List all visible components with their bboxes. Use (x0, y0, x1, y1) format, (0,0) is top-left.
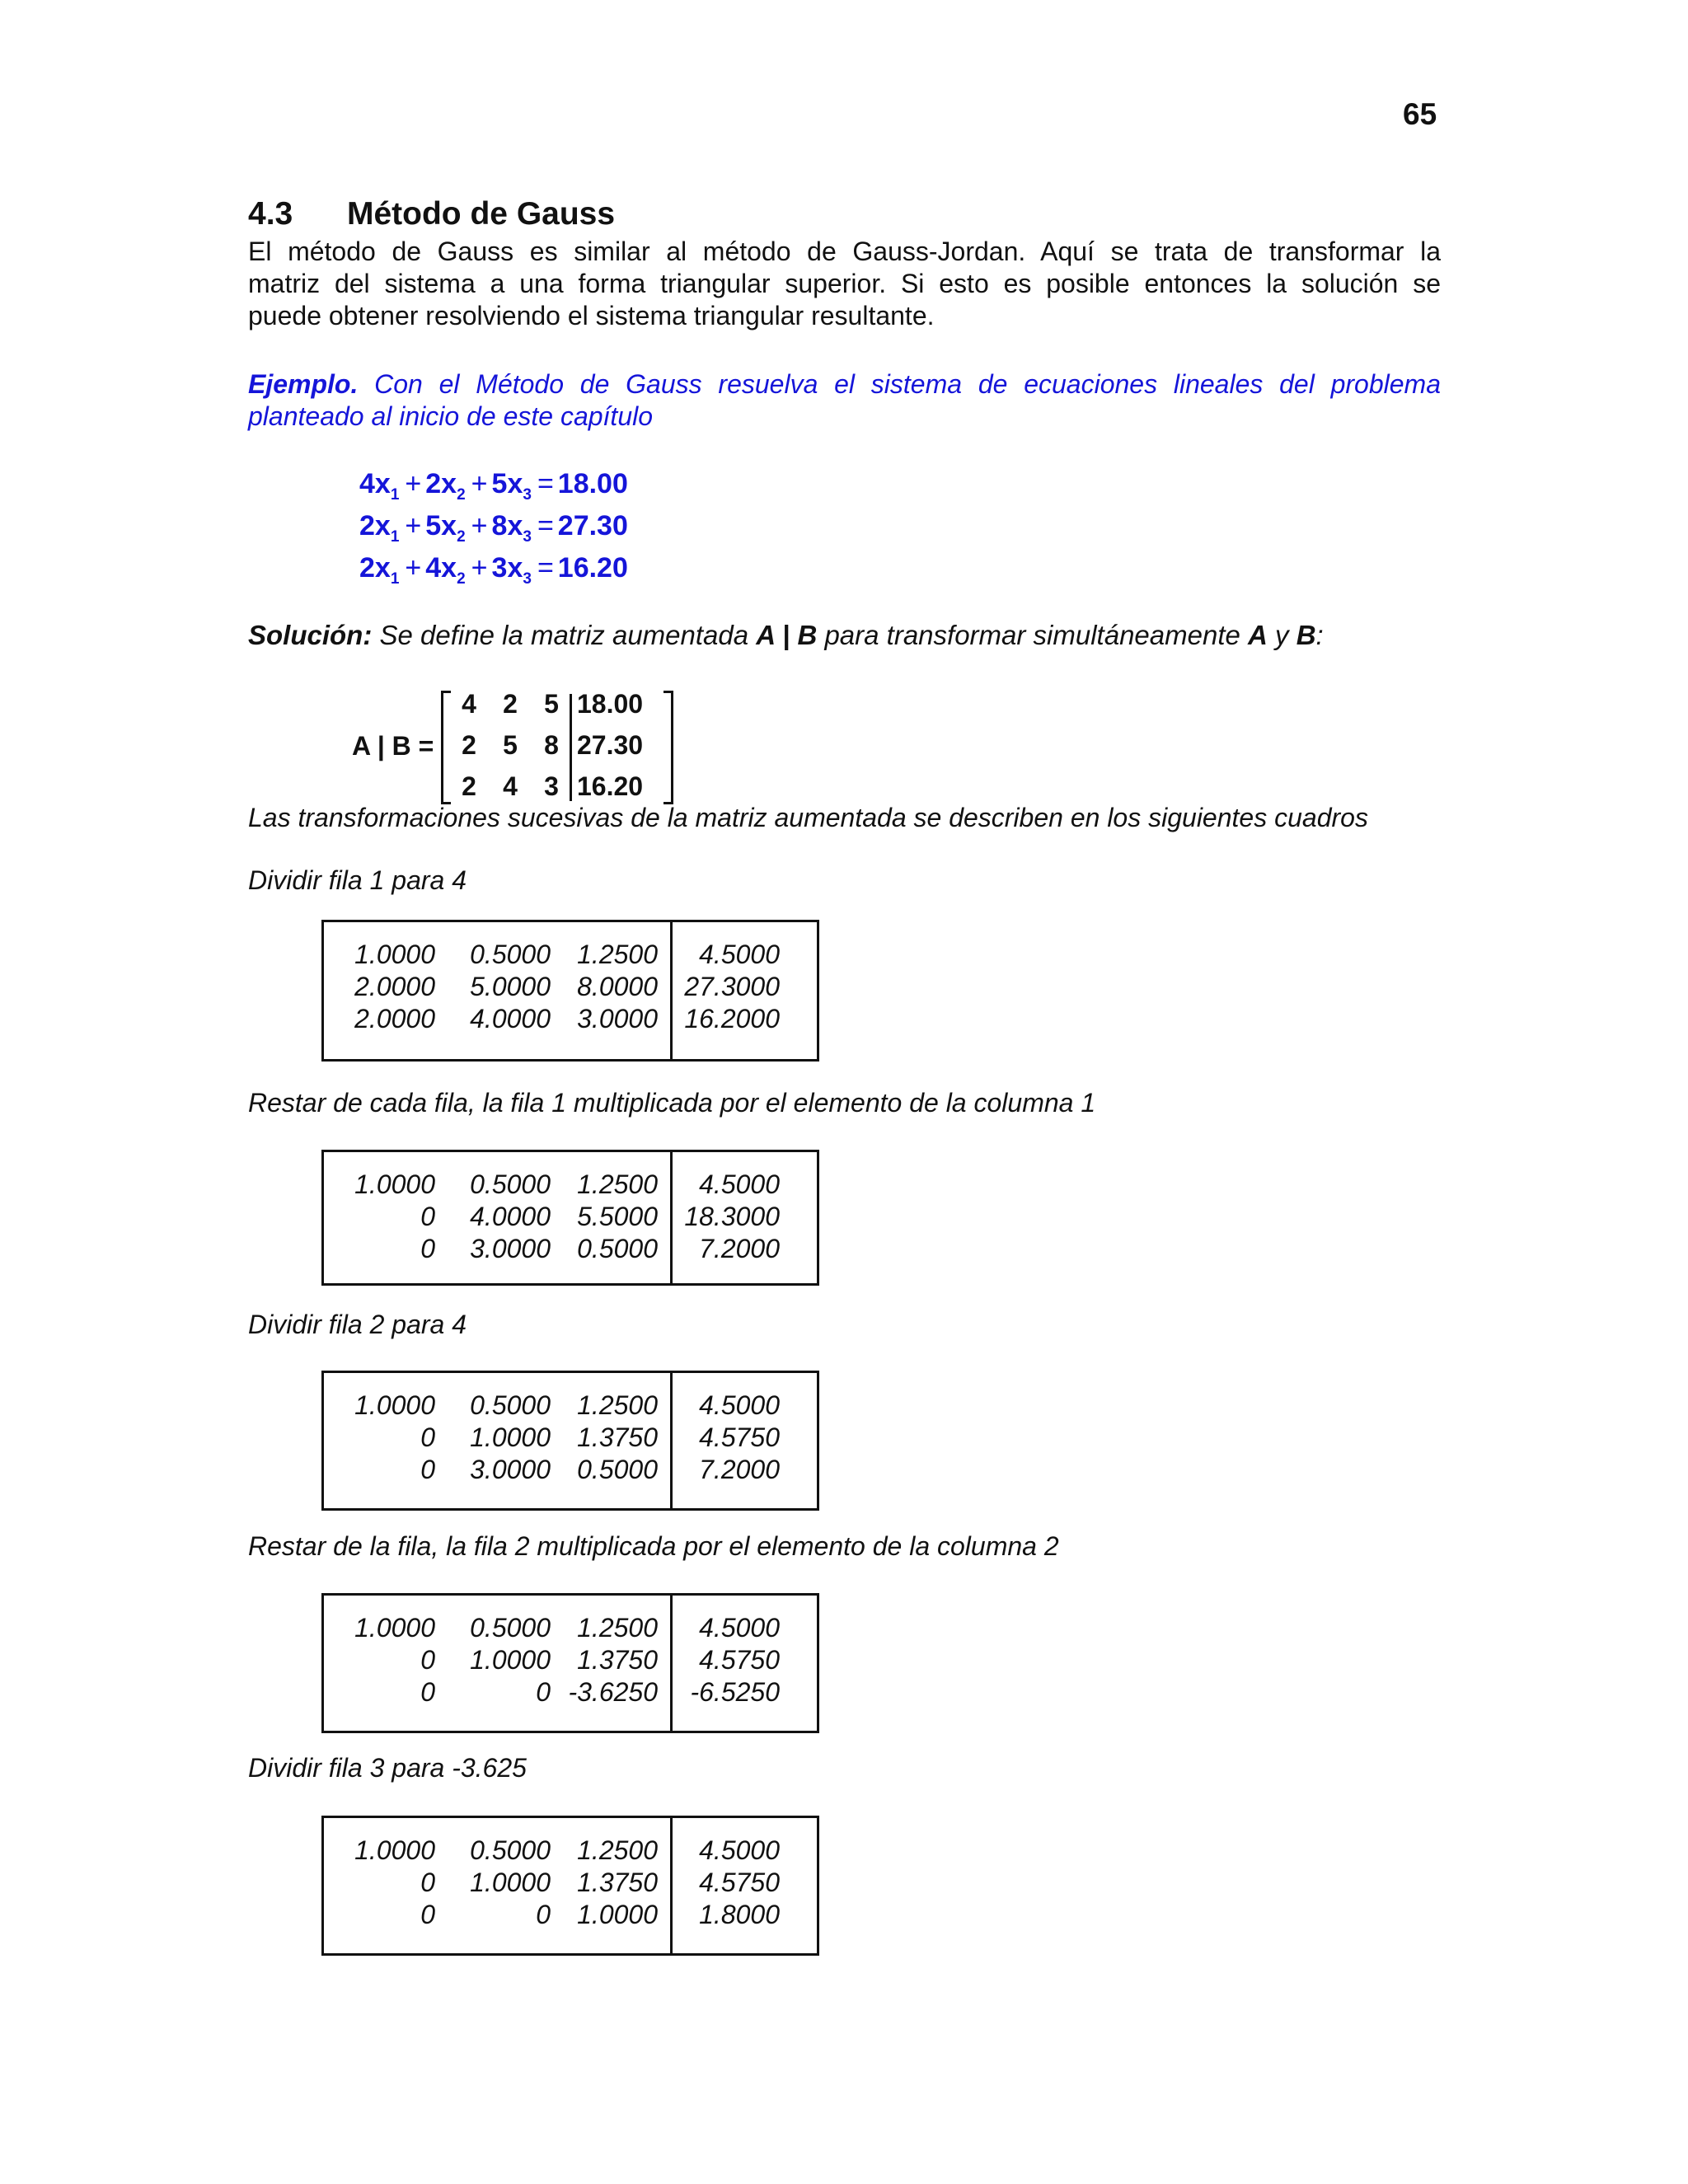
table-cell: 5.5000 (577, 1202, 658, 1231)
term-coefficient: 4x (359, 468, 391, 499)
table-rhs-cell: 4.5000 (699, 1169, 780, 1199)
solution-b: B (1296, 620, 1316, 650)
matrix-cell: 2 (462, 771, 476, 801)
step-table (321, 1371, 819, 1511)
augmented-separator (570, 694, 572, 801)
table-row (324, 1422, 817, 1454)
table-row (324, 1644, 817, 1676)
table-cell: 4.0000 (470, 1004, 551, 1033)
table-cell: -3.6250 (568, 1677, 658, 1707)
table-rhs-cell: 4.5000 (699, 940, 780, 969)
table-cell: 1.3750 (577, 1645, 658, 1675)
equation-operator: = (537, 552, 554, 583)
table-cell: 0.5000 (470, 1390, 551, 1420)
table-cell: 1.0000 (470, 1868, 551, 1897)
term-coefficient: 4x (425, 552, 457, 583)
term-subscript: 1 (390, 570, 400, 588)
step-caption: Dividir fila 2 para 4 (248, 1310, 467, 1339)
equation-operator: = (537, 510, 554, 541)
term-subscript: 1 (390, 528, 400, 546)
table-row (324, 1390, 817, 1422)
intro-paragraph (248, 236, 1441, 332)
equation-operator: + (405, 468, 422, 499)
solution-ab: A | B (756, 620, 818, 650)
table-rhs-cell: 7.2000 (699, 1234, 780, 1263)
table-cell: 3.0000 (577, 1004, 658, 1033)
table-rhs-cell: 4.5750 (699, 1422, 780, 1452)
term-subscript: 2 (457, 528, 466, 546)
table-rhs-cell: 4.5000 (699, 1390, 780, 1420)
term-coefficient: 5x (425, 510, 457, 541)
table-rhs-cell: 4.5750 (699, 1868, 780, 1897)
table-rhs-cell: 4.5000 (699, 1613, 780, 1643)
table-row (324, 1201, 817, 1233)
table-cell: 0.5000 (470, 1835, 551, 1865)
term-coefficient: 3x (491, 552, 523, 583)
table-cell: 0 (536, 1900, 551, 1929)
table-cell: 3.0000 (470, 1234, 551, 1263)
table-cell: 0.5000 (470, 1169, 551, 1199)
table-row (324, 1003, 817, 1035)
example-statement (248, 368, 1441, 433)
equation-term (425, 510, 467, 546)
table-cell: 1.0000 (354, 1390, 435, 1420)
step-caption: Restar de la fila, la fila 2 multiplicada por el elemento de la columna 2 (248, 1531, 1059, 1561)
table-cell: 1.0000 (354, 940, 435, 969)
table-cell: 1.3750 (577, 1868, 658, 1897)
equation-system (359, 466, 628, 592)
table-cell: 0 (536, 1677, 551, 1707)
table-cell: 1.2500 (577, 1169, 658, 1199)
table-cell: 4.0000 (470, 1202, 551, 1231)
equation-row (359, 508, 628, 550)
equation-operator: = (537, 468, 554, 499)
term-subscript: 3 (523, 528, 532, 546)
equation-row (359, 466, 628, 508)
table-cell: 3.0000 (470, 1455, 551, 1484)
term-coefficient: 2x (359, 510, 391, 541)
matrix-rhs-cell: 16.20 (577, 771, 644, 801)
equation-term (491, 468, 533, 504)
term-coefficient: 2x (425, 468, 457, 499)
left-bracket (441, 691, 451, 804)
equation-rhs: 27.30 (557, 510, 628, 541)
solution-a: A (1248, 620, 1268, 650)
matrix-cell: 8 (544, 730, 559, 760)
table-cell: 0 (420, 1234, 435, 1263)
step-caption: Dividir fila 1 para 4 (248, 865, 467, 895)
augmented-matrix-label: A | B = (352, 731, 434, 761)
matrix-cell: 4 (503, 771, 518, 801)
term-subscript: 3 (523, 486, 532, 504)
step-table (321, 1593, 819, 1733)
matrix-cell: 5 (503, 730, 518, 760)
equation-operator: + (471, 510, 488, 541)
solution-label: Solución: (248, 620, 373, 650)
table-cell: 0.5000 (470, 940, 551, 969)
matrix-cell: 4 (462, 689, 476, 719)
table-cell: 0 (420, 1645, 435, 1675)
solution-statement (248, 620, 1324, 651)
table-cell: 0 (420, 1868, 435, 1897)
table-cell: 1.0000 (577, 1900, 658, 1929)
step-table (321, 1150, 819, 1286)
table-cell: 2.0000 (354, 972, 435, 1001)
table-cell: 1.2500 (577, 1613, 658, 1643)
table-cell: 1.2500 (577, 1390, 658, 1420)
intro-line: matriz del sistema a una forma triangular superior. Si esto es posible entonces la solución se (248, 269, 1441, 298)
table-row (324, 1899, 817, 1931)
step-table (321, 920, 819, 1062)
equation-term (359, 468, 401, 504)
solution-text: y (1267, 620, 1296, 650)
equation-operator: + (471, 552, 488, 583)
table-rhs-cell: 18.3000 (684, 1202, 780, 1231)
table-rhs-cell: -6.5250 (690, 1677, 780, 1707)
table-cell: 0.5000 (577, 1234, 658, 1263)
equation-term (359, 510, 401, 546)
example-label: Ejemplo. (248, 369, 359, 399)
table-cell: 1.0000 (470, 1422, 551, 1452)
transformations-intro: Las transformaciones sucesivas de la matriz aumentada se describen en los siguientes cuadros (248, 803, 1368, 832)
table-cell: 1.2500 (577, 1835, 658, 1865)
table-cell: 8.0000 (577, 972, 658, 1001)
table-row (324, 1676, 817, 1708)
solution-text: para transformar simultáneamente (817, 620, 1249, 650)
table-row (324, 1867, 817, 1899)
matrix-cell: 3 (544, 771, 559, 801)
table-cell: 0 (420, 1677, 435, 1707)
table-row (324, 1233, 817, 1265)
table-rhs-cell: 16.2000 (684, 1004, 780, 1033)
page-number: 65 (1403, 97, 1437, 131)
matrix-cell: 2 (462, 730, 476, 760)
section-title-text: Método de Gauss (347, 196, 616, 232)
solution-text: Se define la matriz aumentada (372, 620, 757, 650)
matrix-cell: 2 (503, 689, 518, 719)
table-rhs-cell: 4.5750 (699, 1645, 780, 1675)
intro-line: El método de Gauss es similar al método de Gauss-Jordan. Aquí se trata de transformar la (248, 237, 1441, 266)
table-cell: 0 (420, 1455, 435, 1484)
table-row (324, 939, 817, 971)
table-cell: 1.3750 (577, 1422, 658, 1452)
table-cell: 5.0000 (470, 972, 551, 1001)
table-rhs-cell: 7.2000 (699, 1455, 780, 1484)
equation-operator: + (405, 510, 422, 541)
table-rhs-cell: 27.3000 (684, 972, 780, 1001)
term-coefficient: 8x (491, 510, 523, 541)
equation-term (491, 552, 533, 588)
term-subscript: 3 (523, 570, 532, 588)
matrix-rhs-cell: 27.30 (577, 730, 644, 760)
table-row (324, 971, 817, 1003)
augmented-matrix-body (441, 689, 673, 806)
example-text-1: Con el Método de Gauss resuelva el sistema de ecuaciones lineales del problema (374, 369, 1442, 399)
table-cell: 0 (420, 1900, 435, 1929)
intro-line: puede obtener resolviendo el sistema triangular resultante. (248, 301, 935, 330)
equation-rhs: 16.20 (557, 552, 628, 583)
table-cell: 1.0000 (354, 1613, 435, 1643)
table-cell: 0.5000 (577, 1455, 658, 1484)
table-cell: 1.0000 (470, 1645, 551, 1675)
table-cell: 0 (420, 1202, 435, 1231)
equation-term (425, 468, 467, 504)
step-table (321, 1816, 819, 1956)
table-rhs-cell: 4.5000 (699, 1835, 780, 1865)
term-coefficient: 2x (359, 552, 391, 583)
table-cell: 2.0000 (354, 1004, 435, 1033)
term-subscript: 2 (457, 486, 466, 504)
section-title (248, 196, 615, 232)
example-line-2: planteado al inicio de este capítulo (248, 401, 654, 431)
equation-operator: + (405, 552, 422, 583)
step-caption: Restar de cada fila, la fila 1 multiplicada por el elemento de la columna 1 (248, 1088, 1096, 1118)
table-rhs-cell: 1.8000 (699, 1900, 780, 1929)
equation-term (359, 552, 401, 588)
equation-term (425, 552, 467, 588)
table-cell: 0.5000 (470, 1613, 551, 1643)
term-subscript: 2 (457, 570, 466, 588)
section-number: 4.3 (248, 196, 293, 232)
solution-text: : (1315, 620, 1324, 650)
term-subscript: 1 (390, 486, 400, 504)
table-cell: 0 (420, 1422, 435, 1452)
term-coefficient: 5x (491, 468, 523, 499)
table-row (324, 1835, 817, 1867)
matrix-cell: 5 (544, 689, 559, 719)
equation-term (491, 510, 533, 546)
table-row (324, 1454, 817, 1486)
table-cell: 1.0000 (354, 1835, 435, 1865)
equation-operator: + (471, 468, 488, 499)
step-caption: Dividir fila 3 para -3.625 (248, 1753, 527, 1783)
table-row (324, 1612, 817, 1644)
table-row (324, 1169, 817, 1201)
matrix-rhs-cell: 18.00 (577, 689, 644, 719)
equation-rhs: 18.00 (557, 468, 628, 499)
example-line-1 (248, 368, 1441, 401)
table-cell: 1.2500 (577, 940, 658, 969)
equation-row (359, 550, 628, 592)
table-cell: 1.0000 (354, 1169, 435, 1199)
